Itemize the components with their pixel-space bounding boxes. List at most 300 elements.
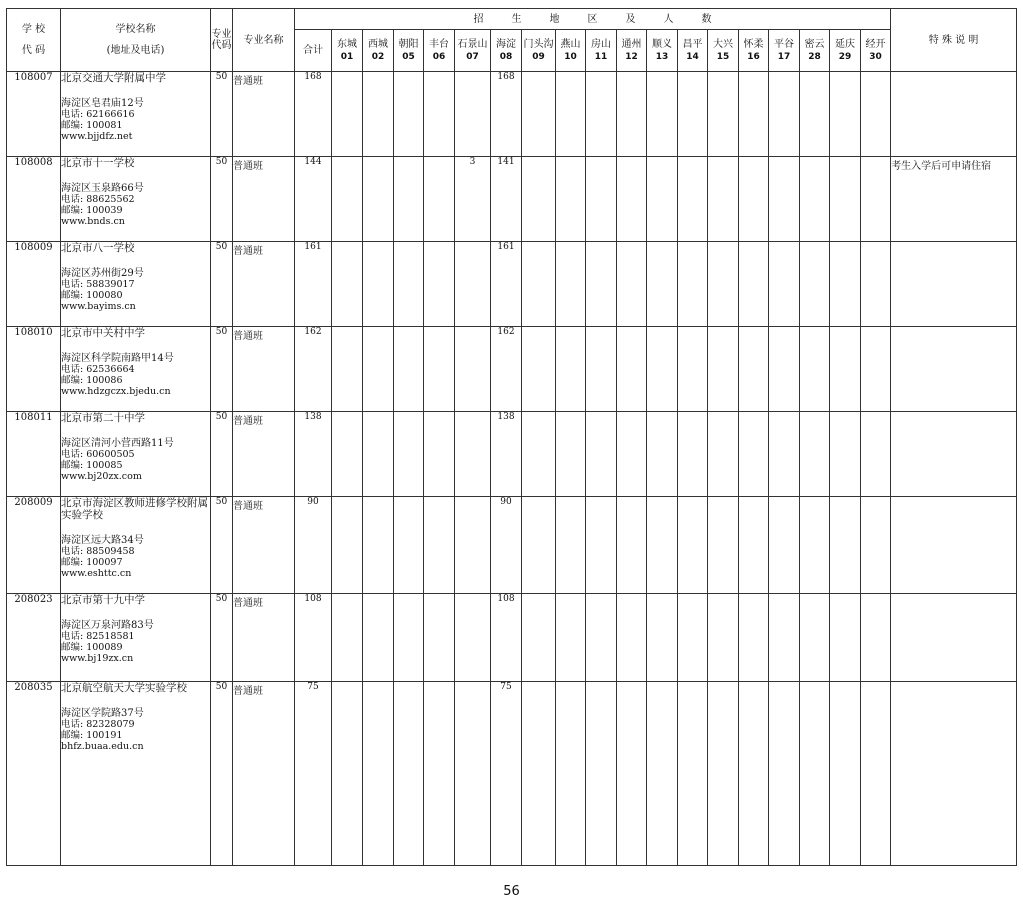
total-value: 161 <box>304 242 322 252</box>
header-school-name-line1: 学校名称 <box>115 24 156 35</box>
district-cell <box>861 594 891 682</box>
school-info-cell <box>61 327 211 412</box>
district-cell <box>861 157 891 242</box>
district-cell <box>586 327 617 412</box>
school-website: bhfz.buaa.edu.cn <box>61 741 144 752</box>
district-cell <box>586 242 617 327</box>
district-cell <box>830 327 861 412</box>
major-code-cell <box>211 594 233 682</box>
district-cell <box>556 412 586 497</box>
district-cell <box>830 682 861 866</box>
major-code: 50 <box>215 682 228 692</box>
major-name: 普通班 <box>233 331 263 342</box>
school-code-cell <box>7 497 61 594</box>
school-info-cell <box>61 412 211 497</box>
district-cell <box>647 327 678 412</box>
district-cell <box>678 594 708 682</box>
district-cell <box>491 157 522 242</box>
district-cell <box>586 594 617 682</box>
district-code: 14 <box>686 51 699 62</box>
district-cell <box>647 497 678 594</box>
header-district <box>455 30 491 72</box>
district-cell <box>556 242 586 327</box>
special-note-cell <box>891 72 1017 157</box>
district-name: 丰台 <box>429 38 449 50</box>
major-name: 普通班 <box>233 686 263 697</box>
district-cell <box>647 157 678 242</box>
school-postcode: 邮编: 100086 <box>61 375 123 386</box>
district-cell <box>769 682 800 866</box>
header-district <box>708 30 739 72</box>
district-cell <box>394 682 424 866</box>
district-cell <box>363 72 394 157</box>
major-name: 普通班 <box>233 246 263 257</box>
major-name-cell <box>233 327 295 412</box>
district-cell <box>332 327 363 412</box>
district-cell <box>332 594 363 682</box>
total-cell <box>295 682 332 866</box>
school-postcode: 邮编: 100080 <box>61 290 123 301</box>
header-region-title <box>295 9 891 30</box>
district-code: 16 <box>747 51 760 62</box>
district-cell <box>769 242 800 327</box>
district-name: 昌平 <box>682 38 703 50</box>
district-cell <box>617 157 647 242</box>
school-name: 北京交通大学附属中学 <box>61 72 166 84</box>
district-cell <box>678 157 708 242</box>
district-cell <box>617 412 647 497</box>
header-district <box>678 30 708 72</box>
district-value: 141 <box>497 157 515 167</box>
district-name: 密云 <box>804 38 825 50</box>
district-cell <box>739 157 769 242</box>
school-code: 108010 <box>14 327 53 338</box>
district-code: 12 <box>625 51 638 62</box>
district-cell <box>491 594 522 682</box>
school-code: 208035 <box>14 682 53 693</box>
district-cell <box>556 72 586 157</box>
major-name: 普通班 <box>233 76 263 87</box>
district-cell <box>739 682 769 866</box>
district-cell <box>491 327 522 412</box>
district-name: 东城 <box>337 38 357 50</box>
school-address: 海淀区苏州街29号 <box>61 268 144 279</box>
header-district <box>491 30 522 72</box>
district-cell <box>363 412 394 497</box>
district-code: 01 <box>340 51 354 62</box>
region-title-char: 生 <box>511 13 522 25</box>
major-code: 50 <box>215 412 228 422</box>
district-cell <box>617 682 647 866</box>
district-cell <box>708 242 739 327</box>
district-cell <box>769 72 800 157</box>
district-cell <box>522 72 556 157</box>
school-website: www.bayims.cn <box>61 301 136 312</box>
district-cell <box>861 682 891 866</box>
district-cell <box>861 327 891 412</box>
district-cell <box>586 682 617 866</box>
district-cell <box>491 682 522 866</box>
district-cell <box>647 242 678 327</box>
district-cell <box>394 594 424 682</box>
district-cell <box>363 242 394 327</box>
region-title-char: 人 <box>663 13 674 25</box>
district-cell <box>678 72 708 157</box>
district-cell <box>455 682 491 866</box>
total-value: 108 <box>304 594 322 604</box>
district-cell <box>678 412 708 497</box>
header-special-note-text: 特 殊 说 明 <box>928 34 979 46</box>
district-cell <box>455 242 491 327</box>
district-cell <box>678 327 708 412</box>
special-note-cell <box>891 327 1017 412</box>
total-value: 168 <box>304 72 322 82</box>
district-cell <box>586 412 617 497</box>
district-cell <box>708 157 739 242</box>
header-special-note <box>891 9 1017 72</box>
major-code: 50 <box>215 242 228 252</box>
total-cell <box>295 242 332 327</box>
major-name: 普通班 <box>233 501 263 512</box>
district-cell <box>708 497 739 594</box>
district-cell <box>491 242 522 327</box>
school-code: 108011 <box>14 412 53 423</box>
major-code-cell <box>211 72 233 157</box>
district-cell <box>617 242 647 327</box>
total-cell <box>295 327 332 412</box>
district-name: 通州 <box>621 38 642 50</box>
district-cell <box>617 594 647 682</box>
school-name: 北京市第十九中学 <box>61 594 145 606</box>
school-phone: 电话: 60600505 <box>61 449 135 460</box>
district-cell <box>739 242 769 327</box>
district-name: 燕山 <box>560 38 581 50</box>
district-cell <box>830 497 861 594</box>
special-note-cell <box>891 594 1017 682</box>
district-cell <box>522 327 556 412</box>
district-code: 07 <box>466 51 479 62</box>
header-district <box>556 30 586 72</box>
district-cell <box>617 497 647 594</box>
district-code: 13 <box>655 51 669 62</box>
district-cell <box>332 412 363 497</box>
district-code: 11 <box>594 51 608 62</box>
major-code: 50 <box>215 327 228 337</box>
total-value: 162 <box>304 327 322 337</box>
school-phone: 电话: 58839017 <box>61 279 135 290</box>
district-cell <box>394 412 424 497</box>
district-cell <box>861 497 891 594</box>
major-name: 普通班 <box>233 598 263 609</box>
school-code: 108007 <box>14 72 53 83</box>
district-code: 10 <box>564 51 577 62</box>
district-cell <box>491 72 522 157</box>
school-code-cell <box>7 682 61 866</box>
district-cell <box>861 412 891 497</box>
school-address: 海淀区皂君庙12号 <box>61 98 144 109</box>
district-cell <box>424 594 455 682</box>
major-code: 50 <box>215 594 228 604</box>
school-postcode: 邮编: 100089 <box>61 642 123 653</box>
district-name: 延庆 <box>835 38 855 50</box>
table-row <box>7 497 1017 594</box>
header-district <box>363 30 394 72</box>
district-cell <box>556 497 586 594</box>
school-website: www.bj20zx.com <box>61 471 142 482</box>
district-name: 石景山 <box>457 38 488 50</box>
major-code-cell <box>211 327 233 412</box>
school-website: www.hdzgczx.bjedu.cn <box>61 386 171 397</box>
school-info-cell <box>61 497 211 594</box>
school-code-cell <box>7 327 61 412</box>
district-cell <box>424 682 455 866</box>
district-cell <box>800 682 830 866</box>
header-total <box>295 30 332 72</box>
district-cell <box>424 412 455 497</box>
district-cell <box>586 72 617 157</box>
district-cell <box>769 497 800 594</box>
school-name: 北京市中关村中学 <box>61 327 145 339</box>
school-name: 北京市八一学校 <box>61 242 135 254</box>
header-district <box>522 30 556 72</box>
school-phone: 电话: 82328079 <box>61 719 135 730</box>
region-title-char: 区 <box>587 13 598 25</box>
district-cell <box>678 497 708 594</box>
district-cell <box>455 72 491 157</box>
header-district <box>586 30 617 72</box>
header-school-code-line2: 代 码 <box>21 45 46 56</box>
header-district <box>332 30 363 72</box>
header-major-code-text: 专业代码 <box>211 29 232 51</box>
district-cell <box>424 327 455 412</box>
page-number: 56 <box>503 884 520 899</box>
district-cell <box>647 682 678 866</box>
district-cell <box>647 72 678 157</box>
special-note-cell <box>891 242 1017 327</box>
school-code-cell <box>7 594 61 682</box>
district-cell <box>424 157 455 242</box>
school-info-cell <box>61 682 211 866</box>
district-cell <box>800 412 830 497</box>
table-row <box>7 594 1017 682</box>
district-cell <box>394 497 424 594</box>
district-cell <box>363 157 394 242</box>
school-info-cell <box>61 72 211 157</box>
district-value: 162 <box>497 327 515 337</box>
school-code-cell <box>7 157 61 242</box>
district-value: 75 <box>500 682 512 692</box>
district-value: 168 <box>497 72 515 82</box>
district-name: 海淀 <box>496 38 516 50</box>
district-code: 17 <box>777 51 791 62</box>
school-postcode: 邮编: 100085 <box>61 460 123 471</box>
district-cell <box>424 72 455 157</box>
district-code: 02 <box>371 51 385 62</box>
district-cell <box>332 682 363 866</box>
school-website: www.bjjdfz.net <box>61 131 133 142</box>
district-code: 09 <box>532 51 545 62</box>
district-cell <box>522 497 556 594</box>
district-name: 大兴 <box>713 38 733 50</box>
table-row <box>7 327 1017 412</box>
district-cell <box>739 412 769 497</box>
header-district <box>769 30 800 72</box>
district-name: 房山 <box>591 38 611 50</box>
table-row <box>7 412 1017 497</box>
district-cell <box>708 594 739 682</box>
district-cell <box>586 497 617 594</box>
district-cell <box>647 594 678 682</box>
major-code-cell <box>211 157 233 242</box>
total-value: 75 <box>307 682 319 692</box>
district-cell <box>830 412 861 497</box>
header-district <box>424 30 455 72</box>
major-name: 普通班 <box>233 416 263 427</box>
district-cell <box>739 497 769 594</box>
school-code-cell <box>7 412 61 497</box>
district-cell <box>708 682 739 866</box>
district-value: 161 <box>497 242 515 252</box>
district-cell <box>739 327 769 412</box>
special-note-cell <box>891 682 1017 866</box>
school-address: 海淀区科学院南路甲14号 <box>61 353 174 364</box>
district-cell <box>830 72 861 157</box>
district-cell <box>708 72 739 157</box>
district-cell <box>522 157 556 242</box>
school-postcode: 邮编: 100191 <box>61 730 123 741</box>
district-cell <box>800 594 830 682</box>
school-website: www.bnds.cn <box>61 216 125 227</box>
district-cell <box>455 594 491 682</box>
major-name-cell <box>233 242 295 327</box>
school-phone: 电话: 62166616 <box>61 109 135 120</box>
district-cell <box>556 327 586 412</box>
district-cell <box>522 594 556 682</box>
table-row <box>7 72 1017 157</box>
header-district <box>647 30 678 72</box>
district-cell <box>861 242 891 327</box>
header-school-code-line1: 学 校 <box>21 24 46 35</box>
district-name: 顺义 <box>652 38 672 50</box>
district-cell <box>491 412 522 497</box>
district-name: 怀柔 <box>743 38 764 50</box>
region-title-char: 数 <box>701 13 712 25</box>
district-cell <box>394 327 424 412</box>
district-cell <box>363 594 394 682</box>
district-cell <box>769 594 800 682</box>
district-value: 90 <box>500 497 512 507</box>
total-value: 138 <box>304 412 322 422</box>
special-note-cell <box>891 157 1017 242</box>
total-cell <box>295 594 332 682</box>
school-code: 208009 <box>14 497 53 508</box>
header-district <box>394 30 424 72</box>
header-total-text: 合计 <box>303 45 323 56</box>
total-cell <box>295 497 332 594</box>
school-postcode: 邮编: 100097 <box>61 557 123 568</box>
district-code: 29 <box>838 51 852 62</box>
district-cell <box>586 157 617 242</box>
major-name-cell <box>233 682 295 866</box>
district-cell <box>363 682 394 866</box>
district-name: 西城 <box>368 38 388 50</box>
enrollment-table <box>6 8 1017 866</box>
school-address: 海淀区万泉河路83号 <box>61 620 154 631</box>
district-cell <box>708 412 739 497</box>
district-cell <box>455 157 491 242</box>
major-name: 普通班 <box>233 161 263 172</box>
header-district <box>739 30 769 72</box>
district-cell <box>394 242 424 327</box>
district-cell <box>678 242 708 327</box>
district-cell <box>491 497 522 594</box>
school-name: 北京市十一学校 <box>61 157 135 169</box>
district-code: 06 <box>432 51 446 62</box>
district-cell <box>800 327 830 412</box>
district-name: 平谷 <box>774 38 794 50</box>
major-code-cell <box>211 412 233 497</box>
district-cell <box>455 412 491 497</box>
district-cell <box>800 157 830 242</box>
region-title-char: 招 <box>473 13 484 25</box>
district-cell <box>556 682 586 866</box>
district-cell <box>394 157 424 242</box>
school-name: 北京市第二十中学 <box>61 412 145 424</box>
school-code-cell <box>7 242 61 327</box>
region-title-char: 及 <box>625 13 636 25</box>
major-name-cell <box>233 497 295 594</box>
major-name-cell <box>233 594 295 682</box>
major-code-cell <box>211 682 233 866</box>
header-major-name <box>233 9 295 72</box>
school-code: 108008 <box>14 157 53 168</box>
header-district <box>617 30 647 72</box>
total-cell <box>295 157 332 242</box>
district-cell <box>800 242 830 327</box>
major-code-cell <box>211 242 233 327</box>
header-district <box>861 30 891 72</box>
district-name: 门头沟 <box>523 38 554 50</box>
district-cell <box>522 412 556 497</box>
district-cell <box>739 72 769 157</box>
school-code: 108009 <box>14 242 53 253</box>
major-code: 50 <box>215 157 228 167</box>
district-cell <box>424 497 455 594</box>
district-code: 15 <box>716 51 730 62</box>
school-code: 208023 <box>14 594 53 605</box>
school-phone: 电话: 62536664 <box>61 364 135 375</box>
special-note: 考生入学后可申请住宿 <box>891 161 992 172</box>
district-cell <box>861 72 891 157</box>
school-address: 海淀区玉泉路66号 <box>61 183 144 194</box>
region-title-char: 地 <box>549 13 560 25</box>
header-major-code <box>211 9 233 72</box>
district-cell <box>332 157 363 242</box>
school-name: 北京航空航天大学实验学校 <box>61 682 187 694</box>
school-code-cell <box>7 72 61 157</box>
district-value: 3 <box>469 157 476 167</box>
district-cell <box>363 497 394 594</box>
district-cell <box>800 497 830 594</box>
major-code: 50 <box>215 72 228 82</box>
school-address: 海淀区清河小营西路11号 <box>61 438 174 449</box>
district-value: 108 <box>497 594 515 604</box>
school-phone: 电话: 82518581 <box>61 631 135 642</box>
district-cell <box>522 242 556 327</box>
district-cell <box>455 327 491 412</box>
district-cell <box>830 242 861 327</box>
district-name: 朝阳 <box>398 38 419 50</box>
